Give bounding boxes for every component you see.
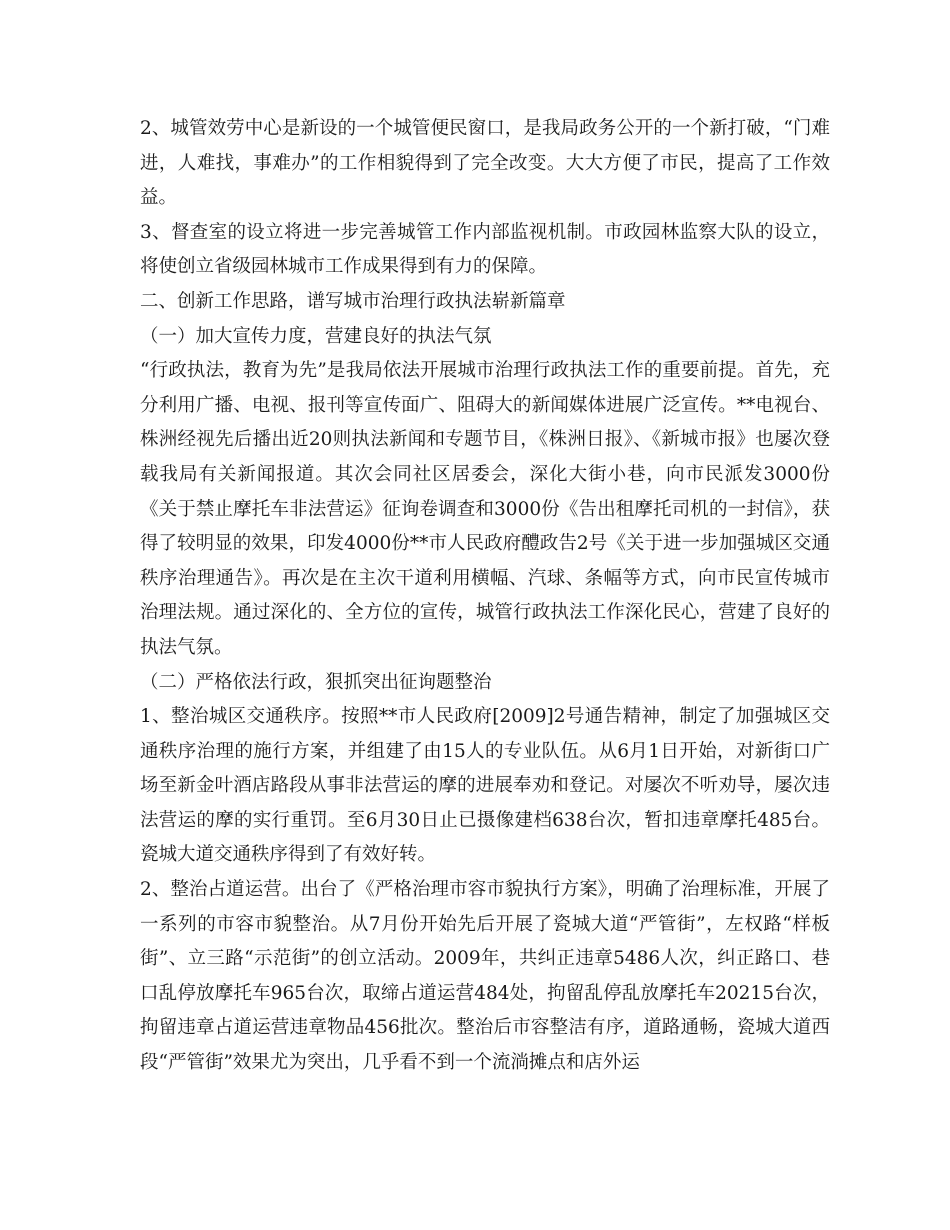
paragraph-supervision-office: 3、督查室的设立将进一步完善城管工作内部监视机制。市政园林监察大队的设立，将使创立省级园林城市工作成果得到有力的保障。 [140,221,830,278]
document-body [140,112,830,1081]
paragraph-street-vending: 2、整治占道运营。出台了《严格治理市容市貌执行方案》，明确了治理标准，开展了一系列的市容市貌整治。从7月份开始先后开展了瓷城大道“严管街”，左权路“样板街”、立三路“示范街”的创立活动。2009年，共纠正违章5486人次，纠正路口、巷口乱停放摩托车965台次，取缔占道运营484处，拘留乱停乱放摩托车20215台次，拘留违章占道运营违章物品456批次。整治后市容整洁有序，道路通畅，瓷城大道西段“严管街”效果尤为突出，几乎看不到一个流淌摊点和店外运 [140,879,830,1074]
paragraph-publicity: “行政执法，教育为先”是我局依法开展城市治理行政执法工作的重要前提。首先，充分利用广播、电视、报刊等宣传面广、阻碍大的新闻媒体进展广泛宣传。**电视台、株洲经视先后播出近20则执法新闻和专题节目，《株洲日报》、《新城市报》也屡次登载我局有关新闻报道。其次会同社区居委会，深化大街小巷，向市民派发3000份《关于禁止摩托车非法营运》征询卷调查和3000份《告出租摩托司机的一封信》，获得了较明显的效果，印发4000份**市人民政府醴政告2号《关于进一步加强城区交通秩序治理通告》。再次是在主次干道利用横幅、汽球、条幅等方式，向市民宣传城市治理法规。通过深化的、全方位的宣传，城管行政执法工作深化民心，营建了良好的执法气氛。 [140,360,830,658]
section-heading-innovation: 二、创新工作思路，谱写城市治理行政执法崭新篇章 [140,290,566,312]
subsection-heading-publicity: （一）加大宣传力度，营建良好的执法气氛 [140,325,492,347]
paragraph-service-center: 2、城管效劳中心是新设的一个城管便民窗口，是我局政务公开的一个新打破，“门难进，人难找，事难办”的工作相貌得到了完全改变。大大方便了市民，提高了工作效益。 [140,118,830,209]
subsection-heading-enforcement: （二）严格依法行政，狠抓突出征询题整治 [140,671,492,693]
paragraph-traffic-order: 1、整治城区交通秩序。按照**市人民政府[2009]2号通告精神，制定了加强城区交通秩序治理的施行方案，并组建了由15人的专业队伍。从6月1日开始，对新街口广场至新金叶酒店路段从事非法营运的摩的进展奉劝和登记。对屡次不听劝导，屡次违法营运的摩的实行重罚。至6月30日止已摄像建档638台次，暂扣违章摩托485台。瓷城大道交通秩序得到了有效好转。 [140,706,830,866]
